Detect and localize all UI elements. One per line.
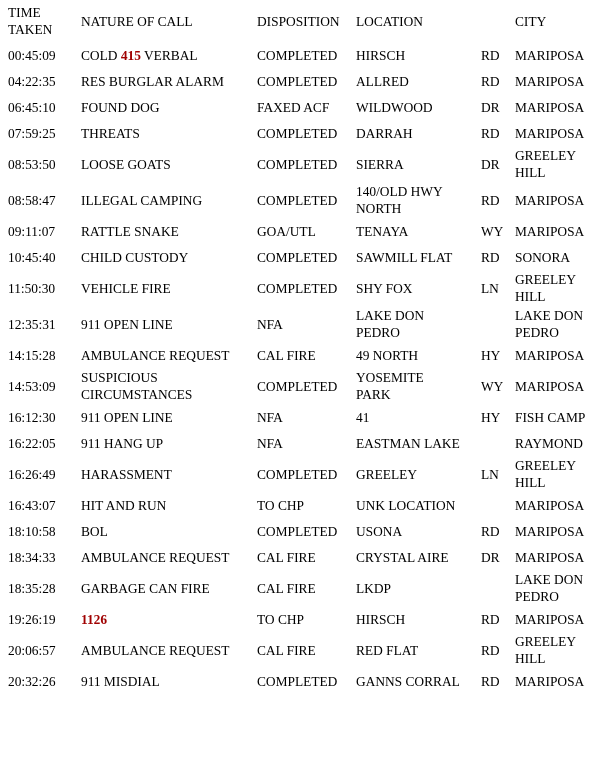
cell-location: USONA <box>356 523 403 539</box>
cell-city: MARIPOSA <box>515 223 585 239</box>
cell-disposition: COMPLETED <box>257 466 338 482</box>
cell-suffix: RD <box>481 642 500 658</box>
cell-time: 11:50:30 <box>8 280 56 296</box>
table-row <box>0 668 614 694</box>
nature-text: RES BURGLAR ALARM <box>81 73 224 89</box>
nature-text: BOL <box>81 523 108 539</box>
cell-disposition: TO CHP <box>257 611 305 627</box>
cell-suffix: RD <box>481 673 500 689</box>
cell-city: MARIPOSA <box>515 611 585 627</box>
cell-city: SONORA <box>515 249 571 265</box>
table-row <box>0 570 614 606</box>
nature-text: ILLEGAL CAMPING <box>81 192 203 208</box>
cell-city: MARIPOSA <box>515 347 585 363</box>
cell-nature <box>81 68 257 94</box>
cell-disposition: CAL FIRE <box>257 642 316 658</box>
cell-time: 20:06:57 <box>8 642 56 658</box>
nature-text: THREATS <box>81 125 140 141</box>
cell-city: MARIPOSA <box>515 47 585 63</box>
cell-suffix: HY <box>481 409 501 425</box>
cell-city: LAKE DON PEDRO <box>515 308 584 340</box>
cell-time: 08:58:47 <box>8 192 56 208</box>
cell-location: GREELEY <box>356 466 417 482</box>
cell-disposition: COMPLETED <box>257 673 338 689</box>
cell-location: CRYSTAL AIRE <box>356 549 449 565</box>
nature-text: CHILD CUSTODY <box>81 249 189 265</box>
cell-city: MARIPOSA <box>515 125 585 141</box>
cell-nature <box>81 120 257 146</box>
cell-location: LKDP <box>356 580 391 596</box>
cell-disposition: COMPLETED <box>257 125 338 141</box>
cell-suffix: RD <box>481 47 500 63</box>
cell-disposition: NFA <box>257 316 283 332</box>
nature-text: HIT AND RUN <box>81 497 167 513</box>
cell-time: 18:34:33 <box>8 549 56 565</box>
cell-city: MARIPOSA <box>515 99 585 115</box>
cell-city: GREELEY HILL <box>515 148 576 180</box>
cell-disposition: CAL FIRE <box>257 580 316 596</box>
cell-location: LAKE DON PEDRO <box>356 308 425 340</box>
cell-location: SAWMILL FLAT <box>356 249 453 265</box>
cell-nature <box>81 342 257 368</box>
cell-suffix: WY <box>481 223 504 239</box>
cell-disposition: NFA <box>257 409 283 425</box>
cell-suffix: DR <box>481 156 500 172</box>
table-row <box>0 606 614 632</box>
cell-suffix: RD <box>481 73 500 89</box>
cell-nature <box>81 42 257 68</box>
cell-suffix: RD <box>481 125 500 141</box>
header-location: LOCATION <box>356 14 423 29</box>
table-row <box>0 270 614 306</box>
cell-disposition: FAXED ACF <box>257 99 330 115</box>
cell-suffix: RD <box>481 192 500 208</box>
nature-text: SUSPICIOUS CIRCUMSTANCES <box>81 370 193 402</box>
cell-disposition: COMPLETED <box>257 249 338 265</box>
cell-nature <box>81 306 257 342</box>
cell-nature <box>81 606 257 632</box>
cell-time: 18:35:28 <box>8 580 56 596</box>
cell-city: GREELEY HILL <box>515 458 576 490</box>
cell-disposition: COMPLETED <box>257 47 338 63</box>
cell-location: 41 <box>356 409 370 425</box>
cell-location: GANNS CORRAL <box>356 673 460 689</box>
table-row <box>0 456 614 492</box>
cell-time: 14:15:28 <box>8 347 56 363</box>
cell-time: 12:35:31 <box>8 316 56 332</box>
table-row <box>0 492 614 518</box>
nature-text: COLD <box>81 47 121 63</box>
cell-nature <box>81 492 257 518</box>
cell-city: FISH CAMP <box>515 409 586 425</box>
cell-nature <box>81 146 257 182</box>
cell-suffix <box>481 430 515 456</box>
cell-location: ALLRED <box>356 73 409 89</box>
cell-location: TENAYA <box>356 223 409 239</box>
cell-nature <box>81 218 257 244</box>
cell-nature <box>81 668 257 694</box>
table-row <box>0 68 614 94</box>
cell-suffix: LN <box>481 280 499 296</box>
cell-time: 16:12:30 <box>8 409 56 425</box>
cell-disposition: COMPLETED <box>257 280 338 296</box>
cell-nature <box>81 570 257 606</box>
cell-suffix <box>481 570 515 606</box>
cell-nature <box>81 544 257 570</box>
cell-disposition: COMPLETED <box>257 73 338 89</box>
cell-city: GREELEY HILL <box>515 634 576 666</box>
cell-nature <box>81 632 257 668</box>
nature-code: 415 <box>120 47 141 63</box>
cell-suffix: WY <box>481 378 504 394</box>
cell-disposition: TO CHP <box>257 497 305 513</box>
cell-disposition: GOA/UTL <box>257 223 316 239</box>
nature-text: RATTLE SNAKE <box>81 223 179 239</box>
cell-disposition: COMPLETED <box>257 156 338 172</box>
cell-disposition: CAL FIRE <box>257 549 316 565</box>
cell-disposition: COMPLETED <box>257 192 338 208</box>
cell-city: MARIPOSA <box>515 523 585 539</box>
nature-text: GARBAGE CAN FIRE <box>81 580 210 596</box>
nature-text: 911 OPEN LINE <box>81 316 173 332</box>
cell-time: 10:45:40 <box>8 249 56 265</box>
header-nature: NATURE OF CALL <box>81 14 193 29</box>
header-disposition: DISPOSITION <box>257 14 340 29</box>
table-row <box>0 42 614 68</box>
cell-city: LAKE DON PEDRO <box>515 572 584 604</box>
nature-text: AMBULANCE REQUEST <box>81 642 230 658</box>
nature-code: 1126 <box>81 611 108 627</box>
cell-time: 00:45:09 <box>8 47 56 63</box>
cell-time: 14:53:09 <box>8 378 56 394</box>
cell-nature <box>81 368 257 404</box>
cell-nature <box>81 430 257 456</box>
table-row <box>0 368 614 404</box>
cell-disposition: COMPLETED <box>257 378 338 394</box>
nature-text: 911 OPEN LINE <box>81 409 173 425</box>
cell-disposition: COMPLETED <box>257 523 338 539</box>
table-row <box>0 120 614 146</box>
cell-city: MARIPOSA <box>515 73 585 89</box>
cell-nature <box>81 94 257 120</box>
header-city: CITY <box>515 14 547 29</box>
cell-city: MARIPOSA <box>515 378 585 394</box>
cell-disposition: NFA <box>257 435 283 451</box>
cell-city: MARIPOSA <box>515 549 585 565</box>
cell-time: 08:53:50 <box>8 156 56 172</box>
cell-location: RED FLAT <box>356 642 419 658</box>
cell-suffix <box>481 306 515 342</box>
cell-location: HIRSCH <box>356 47 406 63</box>
table-row <box>0 342 614 368</box>
table-row <box>0 182 614 218</box>
header-row <box>0 0 614 42</box>
header-suffix <box>481 0 515 42</box>
cell-time: 18:10:58 <box>8 523 56 539</box>
cell-time: 06:45:10 <box>8 99 56 115</box>
nature-text: HARASSMENT <box>81 466 172 482</box>
nature-text: FOUND DOG <box>81 99 160 115</box>
cell-time: 04:22:35 <box>8 73 56 89</box>
cell-nature <box>81 244 257 270</box>
nature-text: 911 HANG UP <box>81 435 164 451</box>
nature-text: AMBULANCE REQUEST <box>81 347 230 363</box>
nature-text: VERBAL <box>140 47 198 63</box>
cell-location: WILDWOOD <box>356 99 433 115</box>
nature-text: VEHICLE FIRE <box>81 280 171 296</box>
cell-location: UNK LOCATION <box>356 497 456 513</box>
cell-location: 140/OLD HWY NORTH <box>356 184 443 216</box>
cell-time: 09:11:07 <box>8 223 56 239</box>
nature-text: LOOSE GOATS <box>81 156 171 172</box>
cell-time: 20:32:26 <box>8 673 56 689</box>
cell-city: MARIPOSA <box>515 497 585 513</box>
cell-disposition: CAL FIRE <box>257 347 316 363</box>
table-row <box>0 632 614 668</box>
cell-time: 19:26:19 <box>8 611 56 627</box>
table-row <box>0 518 614 544</box>
table-row <box>0 404 614 430</box>
cell-suffix: RD <box>481 523 500 539</box>
cell-nature <box>81 270 257 306</box>
cell-suffix: DR <box>481 549 500 565</box>
cell-location: YOSEMITE PARK <box>356 370 424 402</box>
cell-suffix: RD <box>481 611 500 627</box>
table-row <box>0 94 614 120</box>
nature-text: 911 MISDIAL <box>81 673 160 689</box>
cell-location: 49 NORTH <box>356 347 419 363</box>
cell-suffix: HY <box>481 347 501 363</box>
cell-suffix <box>481 492 515 518</box>
table-row <box>0 306 614 342</box>
cell-city: MARIPOSA <box>515 192 585 208</box>
nature-text: AMBULANCE REQUEST <box>81 549 230 565</box>
table-row <box>0 218 614 244</box>
cell-nature <box>81 456 257 492</box>
cell-location: SHY FOX <box>356 280 413 296</box>
cell-suffix: DR <box>481 99 500 115</box>
cell-location: SIERRA <box>356 156 404 172</box>
cell-time: 16:26:49 <box>8 466 56 482</box>
cell-time: 16:43:07 <box>8 497 56 513</box>
cell-nature <box>81 518 257 544</box>
cell-city: MARIPOSA <box>515 673 585 689</box>
cell-suffix: RD <box>481 249 500 265</box>
table-row <box>0 146 614 182</box>
cell-time: 07:59:25 <box>8 125 56 141</box>
table-row <box>0 544 614 570</box>
cell-nature <box>81 182 257 218</box>
cell-location: DARRAH <box>356 125 413 141</box>
cell-location: HIRSCH <box>356 611 406 627</box>
cell-city: RAYMOND <box>515 435 583 451</box>
cell-nature <box>81 404 257 430</box>
cell-location: EASTMAN LAKE <box>356 435 460 451</box>
cell-time: 16:22:05 <box>8 435 56 451</box>
header-time: TIME TAKEN <box>8 5 53 37</box>
table-row <box>0 430 614 456</box>
table-row <box>0 244 614 270</box>
cell-city: GREELEY HILL <box>515 272 576 304</box>
cell-suffix: LN <box>481 466 499 482</box>
